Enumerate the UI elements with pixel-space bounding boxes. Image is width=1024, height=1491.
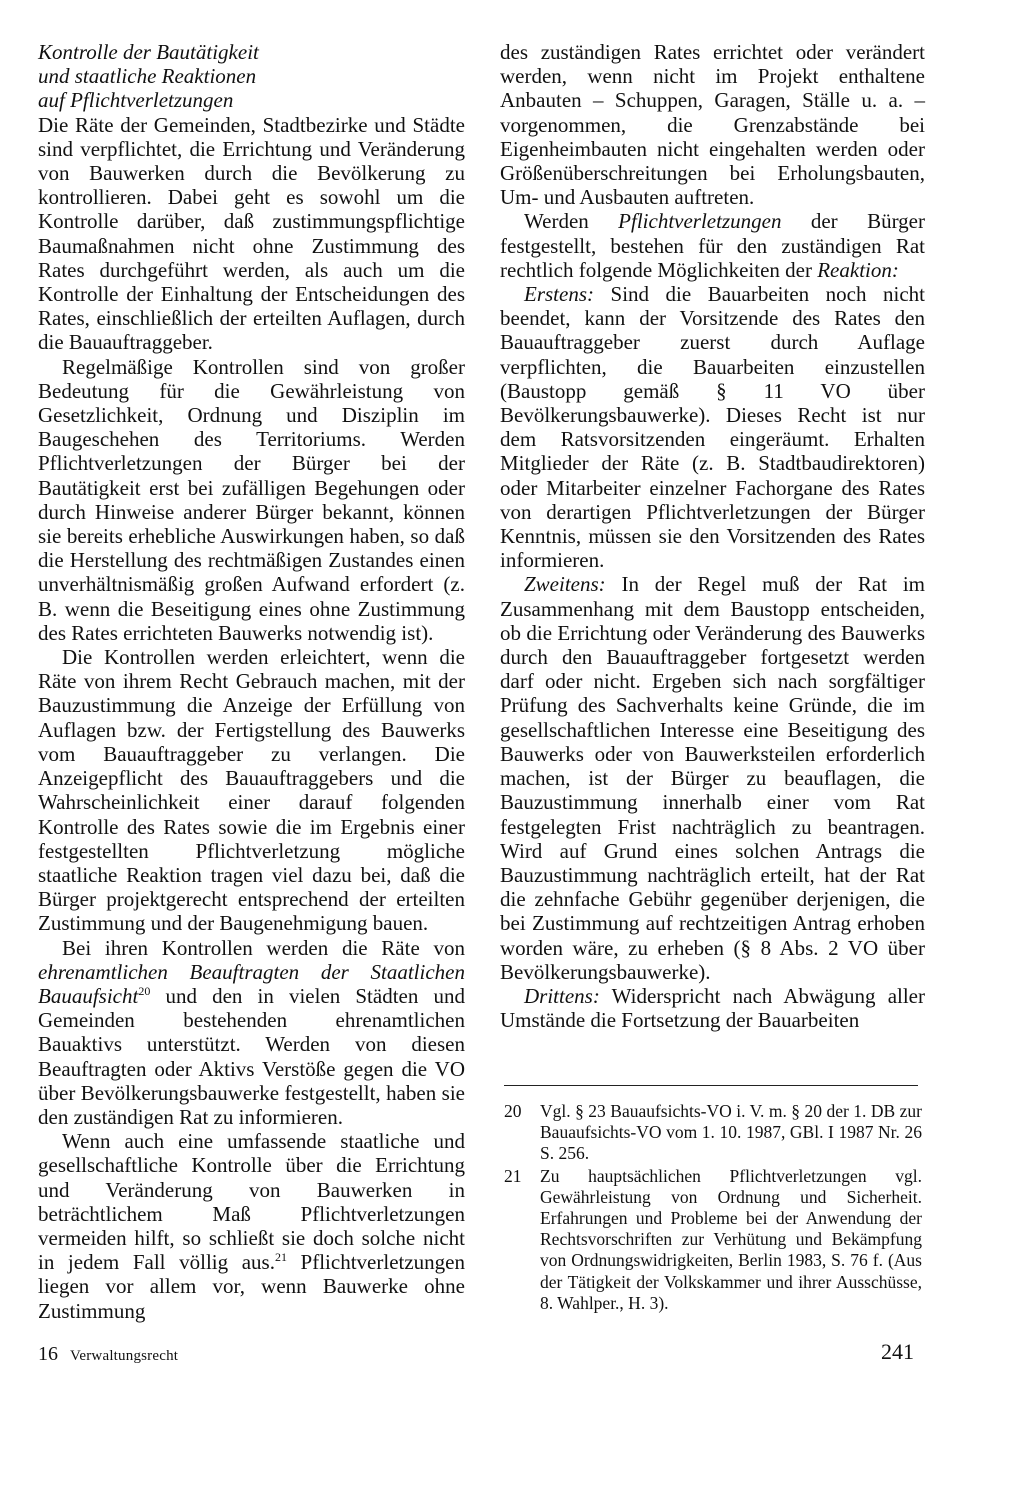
paragraph-text: Wenn auch eine umfassende staatliche und gesellschaftliche Kontrolle über die Errichtung und Veränderung von Bauwerken in beträchtlichem Maß Pflichtverletzungen vermeiden hilft, so schließt sie doch solche nicht in jedem Fall völlig aus. — [38, 1129, 465, 1275]
page-number: 241 — [881, 1339, 914, 1364]
footnote-text: Vgl. § 23 Bauaufsichts-VO i. V. m. § 20 der 1. DB zur Bauaufsichts-VO vom 1. 10. 1987, GBl. I 1987 Nr. 26 S. 256. — [540, 1101, 922, 1164]
footnote-divider — [504, 1085, 918, 1086]
footnote-text: Zu hauptsächlichen Pflichtverletzungen vgl. Gewährleistung von Ordnung und Sicherheit. Erfahrungen und Probleme bei der Anwendung der Rechtsvorschriften zur Verhütung und Bekämpfung von Ordnungswidrigkeiten, Berlin 1983, S. 76 f. (Aus der Tätigkeit der Volkskammer und ihrer Ausschüsse, 8. Wahlper., H. 3). — [540, 1165, 922, 1313]
paragraph: Die Kontrollen werden erleichtert, wenn die Räte von ihrem Recht Gebrauch machen, mit der Bauzustimmung die Anzeige der Erfüllung von Auflagen bzw. der Fertigstellung des Bauwerks vom Bauauftraggeber zu verlangen. Die Anzeigepflicht des Bauauftraggebers und die Wahrscheinlichkeit einer darauf folgenden Kontrolle des Rates sowie die im Ergebnis einer festgestellten Pflichtverletzung mögliche staatliche Reaktion tragen viel dazu bei, daß die Bürger projektgerecht entsprechend der erteilten Zustimmung und der Baugenehmigung bauen. — [38, 645, 465, 936]
paragraph-text: Pflichtverletzungen liegen vor allem vor, wenn Bauwerke ohne Zustimmung — [38, 1250, 465, 1323]
paragraph-text: Widerspricht nach Abwägung aller Umstände die Fortsetzung der Bauarbeiten — [500, 983, 925, 1033]
paragraph-text: In der Regel muß der Rat im Zusammenhang mit dem Baustopp entscheiden, ob die Errichtung oder Veränderung des Bauwerks durch den Bauauftraggeber fortgesetzt werden darf oder nicht. Ergeben sich nach sorgfältiger Prüfung des Sachverhalts keine Gründe, die im gesellschaftlichen Interesse eine Beseitigung des Bauwerks oder von Bauwerksteilen erforderlich machen, ist der Bürger zu beauflagen, die Bauzustimmung innerhalb einer vom Rat festgelegten Frist nachträglich zu beantragen. Wird auf Grund eines solchen Antrags die Bauzustimmung nachträglich erteilt, hat der Rat die zehnfache Gebühr gegenüber derjenigen, die bei Zustimmung auf rechtzeitigen Antrag erhoben worden wäre, zu erheben (§ 8 Abs. 2 VO über Bevölkerungsbauwerke). — [500, 572, 925, 984]
enumeration-label: Erstens: — [524, 282, 594, 307]
heading-line: und staatliche Reaktionen — [38, 64, 257, 89]
footnote-number: 20 — [504, 1101, 522, 1121]
emphasis-text: ehrenamtlichen Beauftragten der Staatlichen Bauaufsicht — [38, 959, 465, 1008]
paragraph-text: der Bürger festgestellt, bestehen für den zuständigen Rat rechtlich folgende Möglichkeiten der — [500, 209, 925, 282]
emphasis-text: Pflichtverletzungen — [618, 209, 782, 234]
signature-number: 16 — [38, 1343, 58, 1365]
left-column — [38, 40, 465, 1323]
paragraph — [500, 282, 925, 572]
paragraph — [500, 572, 925, 983]
paragraph-text: Sind die Bauarbeiten noch nicht beendet, kann der Vorsitzende des Rates den Bauauftraggeber zuerst durch Auflage verpflichten, die Bauarbeiten einzustellen (Baustopp gemäß § 11 VO über Bevölkerungsbauwerke). Dieses Recht ist nur dem Ratsvorsitzenden eingeräumt. Erhalten Mitglieder der Räte (z. B. Stadtbaudirektoren) oder Mitarbeiter einzelner Fachorgane des Rates von derartigen Pflichtverletzungen der Bürger Kenntnis, müssen sie den Vorsitzenden des Rates informieren. — [500, 282, 925, 573]
heading-line: Kontrolle der Bautätigkeit — [38, 40, 259, 64]
paragraph — [38, 1129, 465, 1323]
paragraph — [500, 209, 925, 282]
footnote-number: 21 — [504, 1165, 522, 1186]
signature-mark — [38, 1343, 178, 1366]
heading-line: auf Pflichtverletzungen — [38, 88, 234, 113]
paragraph: des zuständigen Rates errichtet oder verändert werden, wenn nicht im Projekt enthaltene Anbauten – Schuppen, Garagen, Ställe u. a. – vorgenommen, die Grenzabstände bei Eigenheimbauten nicht eingehalten werden oder Größenüberschreitungen bei Erholungsbauten, Um- und Ausbauten auftreten. — [500, 40, 925, 210]
enumeration-label: Drittens: — [524, 983, 600, 1008]
paragraph — [500, 984, 925, 1032]
paragraph-text: und den in vielen Städten und Gemeinden bestehenden ehrenamtlichen Bauaktivs unterstützt. Werden von diesen Beauftragten oder Aktivs Verstöße gegen die VO über Bevölkerungsbauwerke festgestellt, haben sie den zuständigen Rat zu informieren. — [38, 983, 465, 1129]
paragraph — [38, 936, 465, 1130]
footnote-reference: 20 — [138, 983, 151, 998]
right-column — [500, 40, 925, 1032]
emphasis-text: Reaktion: — [817, 257, 899, 282]
footnotes — [504, 1101, 922, 1315]
paragraph-text: Bei ihren Kontrollen werden die Räte von — [62, 935, 465, 960]
paragraph: Regelmäßige Kontrollen sind von großer Bedeutung für die Gewährleistung von Gesetzlichkeit, Ordnung und Disziplin im Baugeschehen des Territoriums. Werden Pflichtverletzungen der Bürger bei der Bautätigkeit erst bei zufälligen Begehungen oder durch Hinweise anderer Bürger bekannt, können sie bereits erhebliche Auswirkungen haben, so daß die Herstellung des rechtmäßigen Zustandes einen unverhältnismäßig großen Aufwand erfordert (z. B. wenn die Beseitigung eines ohne Zustimmung des Rates errichteten Bauwerks notwendig ist). — [38, 354, 465, 645]
footnote — [504, 1101, 922, 1165]
signature-label: Verwaltungsrecht — [70, 1348, 179, 1364]
paragraph: Die Räte der Gemeinden, Stadtbezirke und Städte sind verpflichtet, die Errichtung und Veränderung von Bauwerken durch die Bevölkerung zu kontrollieren. Dabei geht es sowohl um die Kontrolle darüber, daß zustimmungspflichtige Baumaßnahmen nicht ohne Zustimmung des Rates durchgeführt werden, als auch um die Kontrolle der Einhaltung der Entscheidungen des Rates, einschließlich der erteilten Auflagen, durch die Bauauftraggeber. — [38, 112, 465, 355]
section-heading — [38, 40, 465, 113]
paragraph-text: Werden — [524, 209, 619, 234]
enumeration-label: Zweitens: — [524, 572, 606, 597]
footnote — [504, 1166, 922, 1314]
footnote-reference: 21 — [274, 1250, 287, 1265]
